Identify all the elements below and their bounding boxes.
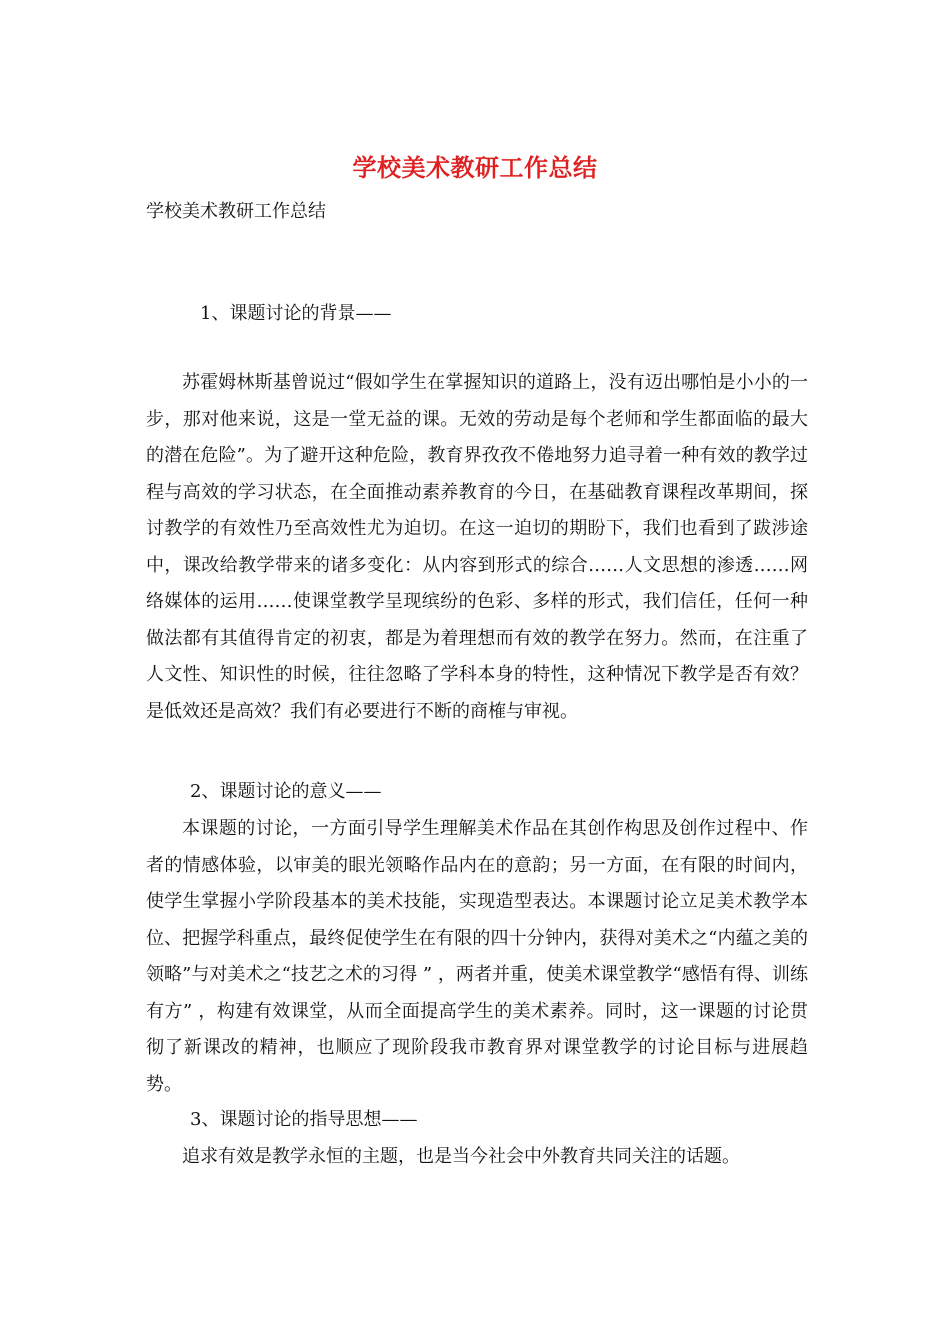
section-heading-guiding-thought: 3、课题讨论的指导思想——: [190, 1109, 418, 1130]
section-paragraph-background: 苏霍姆林斯基曾说过“假如学生在掌握知识的道路上，没有迈出哪怕是小小的一步，那对他来说，这是一堂无益的课。无效的劳动是每个老师和学生都面临的最大的潜在危险”。为了避开这种危险，教育界孜孜不倦地努力追寻着一种有效的教学过程与高效的学习状态，在全面推动素养教育的今日，在基础教育课程改革期间，探讨教学的有效性乃至高效性尤为迫切。在这一迫切的期盼下，我们也看到了跋涉途中，课改给教学带来的诸多变化：从内容到形式的综合……人文思想的渗透……网络媒体的运用……使课堂教学呈现缤纷的色彩、多样的形式，我们信任，任何一种做法都有其值得肯定的初衷，都是为着理想而有效的教学在努力。然而，在注重了人文性、知识性的时候，往往忽略了学科本身的特性，这种情况下教学是否有效？是低效还是高效？我们有必要进行不断的商榷与审视。: [146, 372, 808, 722]
document-subtitle: 学校美术教研工作总结: [146, 201, 326, 222]
section-heading-background: 1、课题讨论的背景——: [200, 303, 392, 324]
section-paragraph-guiding-thought: 追求有效是教学永恒的主题，也是当今社会中外教育共同关注的话题。: [182, 1146, 740, 1167]
section-paragraph-significance: 本课题的讨论，一方面引导学生理解美术作品在其创作构思及创作过程中、作者的情感体验，以审美的眼光领略作品内在的意韵；另一方面，在有限的时间内，使学生掌握小学阶段基本的美术技能，实现造型表达。本课题讨论立足美术教学本位、把握学科重点，最终促使学生在有限的四十分钟内，获得对美术之“内蕴之美的领略”与对美术之“技艺之术的习得 ” ，两者并重，使美术课堂教学“感悟有得、训练有方” ，构建有效课堂，从而全面提高学生的美术素养。同时，这一课题的讨论贯彻了新课改的精神，也顺应了现阶段我市教育界对课堂教学的讨论目标与进展趋势。: [146, 818, 808, 1095]
document-title: 学校美术教研工作总结: [352, 153, 598, 182]
section-heading-significance: 2、课题讨论的意义——: [190, 781, 382, 802]
